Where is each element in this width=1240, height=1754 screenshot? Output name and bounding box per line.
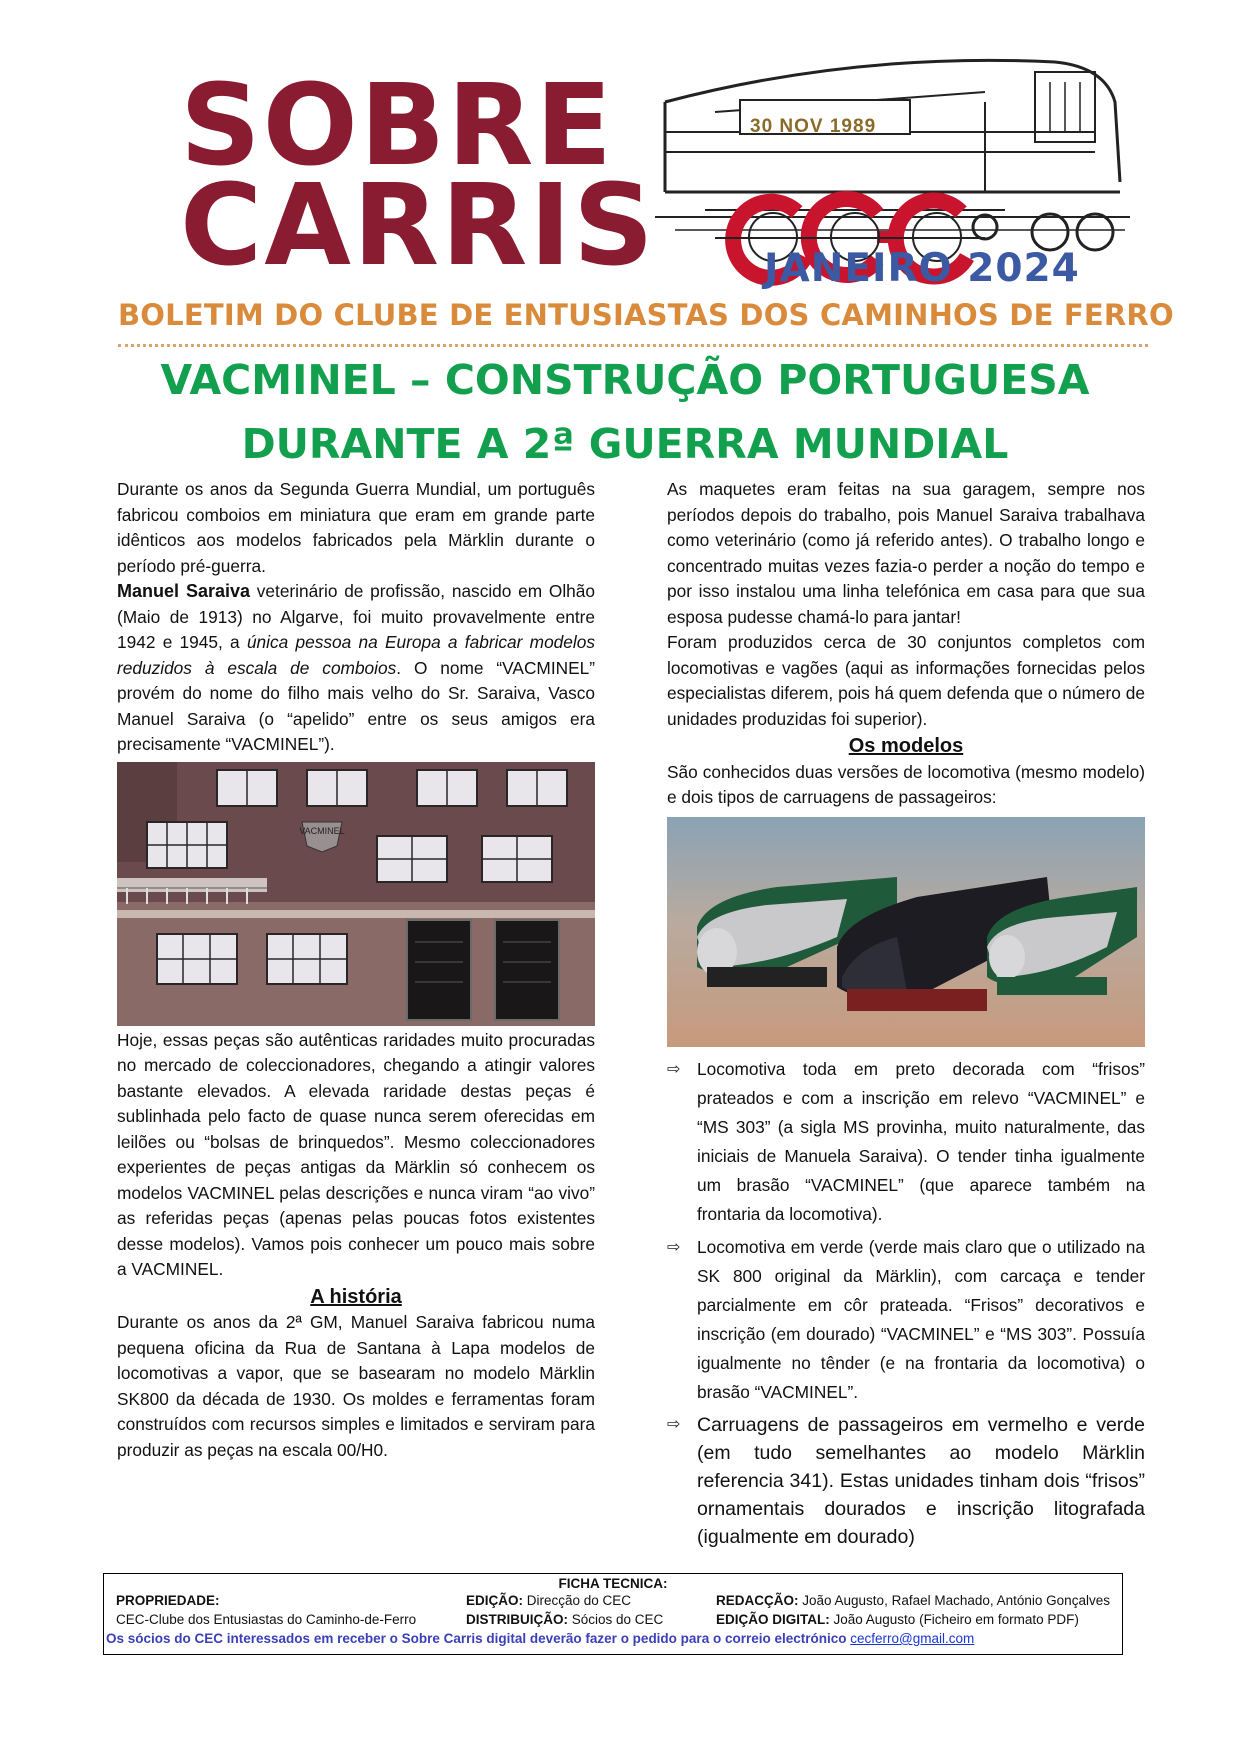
arrow-bullet-icon: ⇨ <box>667 1238 681 1256</box>
propriedade-value: CEC-Clube dos Entusiastas do Caminho-de-Ferro <box>116 1612 417 1627</box>
edicao-digital-field <box>716 1611 1079 1629</box>
list-item <box>667 1411 1145 1551</box>
saraiva-text-italic: única pessoa na Europa a fabricar modelos reduzidos à escala de comboios <box>117 632 595 678</box>
notice-text: Os sócios do CEC interessados em receber o Sobre Carris digital deverão fazer o pedido para o correio electrónico <box>106 1631 851 1646</box>
headline-line1: VACMINEL – CONSTRUÇÃO PORTUGUESA <box>160 356 1090 404</box>
redaccao-value: João Augusto, Rafael Machado, António Gonçalves <box>798 1593 1110 1608</box>
arrow-bullet-icon: ⇨ <box>667 1415 681 1433</box>
saraiva-text-a: veterinário de profissão, nascido em Olhão (Maio de 1913) no Algarve, foi muito provavelmente entre 1942 e 1945, a <box>117 581 596 652</box>
edicao-label: EDIÇÃO: <box>466 1593 523 1608</box>
masthead-title-line1: SOBRE <box>180 61 614 191</box>
garage-paragraph: As maquetes eram feitas na sua garagem, sempre nos períodos depois do trabalho, pois Manuel Saraiva trabalhava como veterinário (como já referido antes). O trabalho longo e concentrado muitas vezes fazia-o perder a noção do tempo e por isso instalou uma linha telefónica em casa para que sua esposa pudesse chamá-lo para jantar! <box>667 479 1145 627</box>
founding-date-badge: 30 NOV 1989 <box>750 116 877 137</box>
edicao-digital-value: João Augusto (Ficheiro em formato PDF) <box>829 1612 1079 1627</box>
redaccao-label: REDACÇÃO: <box>716 1593 799 1608</box>
section-title-modelos: Os modelos <box>848 735 964 757</box>
masthead-subtitle: BOLETIM DO CLUBE DE ENTUSIASTAS DOS CAMINHOS DE FERRO <box>118 298 1174 332</box>
ficha-tecnica-box <box>103 1573 1123 1655</box>
subtitle-divider <box>118 344 1148 347</box>
propriedade-label: PROPRIEDADE: <box>116 1593 220 1608</box>
edicao-digital-label: EDIÇÃO DIGITAL: <box>716 1612 830 1627</box>
photo-emblem-text: VACMINEL <box>299 825 345 836</box>
ficha-title: FICHA TECNICA: <box>558 1576 668 1591</box>
rarity-paragraph: Hoje, essas peças são autênticas raridades muito procuradas no mercado de coleccionadores, chegando a atingir valores bastante elevados. A elevada raridade destas peças é sublinhada pelo facto de quase nunca serem oferecidas em leilões ou “bolsas de brinquedos”. Mesmo coleccionadores experientes de peças antigas da Märklin só conhecem os modelos VACMINEL pelas descrições e nunca viram “ao vivo” as referidas peças (apenas pelas poucas fotos existentes desse modelos). Vamos pois conhecer um pouco mais sobre a VACMINEL. <box>117 1029 595 1279</box>
distribuicao-value: Sócios do CEC <box>568 1612 664 1627</box>
bullet-text: Carruagens de passageiros em vermelho e verde (em tudo semelhantes ao modelo Märklin referencia 341). Estas unidades tinham dois “frisos” ornamentais dourados e inscrição litografada (igualmente em dourado) <box>697 1413 1145 1548</box>
bullet-text: Locomotiva toda em preto decorada com “frisos” prateados e com a inscrição em relevo “VACMINEL” e “MS 303” (a sigla MS provinha, muito naturalmente, das iniciais de Manuela Saraiva). O tender tinha igualmente um brasão “VACMINEL” (que aparece também na frontaria da locomotiva). <box>697 1058 1145 1224</box>
section-title-historia: A história <box>310 1285 402 1308</box>
vacminel-station-photo <box>117 762 595 1026</box>
intro-paragraph: Durante os anos da Segunda Guerra Mundial, um português fabricou comboios em miniatura que eram em grande parte idênticos aos modelos fabricados pela Märklin durante o período pré-guerra. <box>117 479 595 576</box>
edicao-value: Direcção do CEC <box>523 1593 632 1608</box>
modelos-intro-paragraph: São conhecidos duas versões de locomotiva (mesmo modelo) e dois tipos de carruagens de passageiros: <box>667 761 1145 807</box>
historia-paragraph: Durante os anos da 2ª GM, Manuel Saraiva fabricou numa pequena oficina da Rua de Santana à Lapa modelos de locomotivas a vapor, que se basearam no modelo Märklin SK800 da década de 1930. Os moldes e ferramentas foram construídos com recursos simples e limitados e serviram para produzir as peças na escala 00/H0. <box>117 1312 595 1460</box>
person-name: Manuel Saraiva <box>117 581 251 601</box>
edicao-field <box>466 1592 631 1610</box>
arrow-bullet-icon: ⇨ <box>667 1060 681 1078</box>
models-list <box>667 1055 1145 1551</box>
list-item <box>667 1055 1145 1229</box>
vacminel-locomotives-photo <box>667 817 1145 1047</box>
distribuicao-label: DISTRIBUIÇÃO: <box>466 1612 568 1627</box>
masthead-title-line2: CARRIS <box>180 161 656 291</box>
headline-line2: DURANTE A 2ª GUERRA MUNDIAL <box>241 420 1009 468</box>
right-column <box>667 477 1145 1555</box>
email-link[interactable]: cecferro@gmail.com <box>850 1631 975 1646</box>
bullet-text: Locomotiva em verde (verde mais claro que o utilizado na SK 800 original da Märklin), com carcaça e tender parcialmente em côr prateada. “Frisos” decorativos e inscrição (em dourado) “VACMINEL” e “MS 303”. Possuía igualmente no tênder (e na frontaria da locomotiva) o brasão “VACMINEL”. <box>697 1236 1145 1402</box>
left-column <box>117 477 595 1463</box>
issue-date: JANEIRO 2024 <box>764 246 1080 291</box>
saraiva-paragraph <box>117 579 595 758</box>
redaccao-field <box>716 1592 1110 1610</box>
saraiva-text-b: . O nome “VACMINEL” provém do nome do filho mais velho do Sr. Saraiva, Vasco Manuel Saraiva (o “apelido” entre os seus amigos era precisamente “VACMINEL”). <box>117 657 595 754</box>
subscription-notice <box>106 1630 974 1648</box>
distribuicao-field <box>466 1611 663 1629</box>
production-paragraph: Foram produzidos cerca de 30 conjuntos completos com locomotivas e vagões (aqui as informações fornecidas pelos especialistas diferem, pois há quem defenda que o número de unidades produzidas foi superior). <box>667 632 1145 729</box>
list-item <box>667 1233 1145 1407</box>
